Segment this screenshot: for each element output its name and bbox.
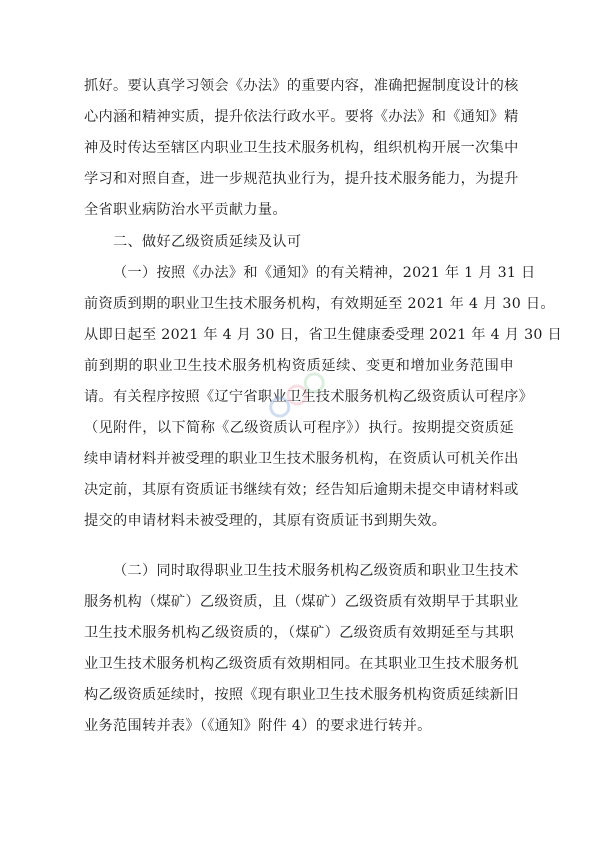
text-line: 全省职业病防治水平贡献力量。 [84, 202, 287, 218]
section-heading: 二、做好乙级资质延续及认可 [113, 234, 302, 250]
text-line: 抓好。要认真学习领会《办法》的重要内容，准确把握制度设计的核 [84, 78, 519, 94]
text-line: （见附件，以下简称《乙级资质认可程序》）执行。按期提交资质延 [84, 420, 514, 436]
text-line: 构乙级资质延续时，按照《现有职业卫生技术服务机构资质延续新旧 [84, 687, 519, 703]
text-line: 心内涵和精神实质，提升依法行政水平。要将《办法》和《通知》精 [84, 109, 519, 125]
text-line: （二）同时取得职业卫生技术服务机构乙级资质和职业卫生技术 [113, 563, 519, 579]
text-line: 业卫生技术服务机构乙级资质有效期相同。在其职业卫生技术服务机 [84, 656, 519, 672]
text-line: 决定前，其原有资质证书继续有效；经告知后逾期未提交申请材料或 [84, 482, 519, 498]
text-line: 提交的申请材料未被受理的，其原有资质证书到期失效。 [84, 513, 447, 529]
text-line: 续申请材料并被受理的职业卫生技术服务机构，在资质认可机关作出 [84, 451, 519, 467]
text-line: 前到期的职业卫生技术服务机构资质延续、变更和增加业务范围申 [84, 358, 514, 374]
text-line: 卫生技术服务机构乙级资质的，（煤矿）乙级资质有效期延至与其职 [84, 625, 514, 641]
text-line: 业务范围转并表》（《通知》附件 4）的要求进行转并。 [84, 718, 432, 734]
text-line: 请。有关程序按照《辽宁省职业卫生技术服务机构乙级资质认可程序》 [84, 389, 534, 405]
text-line: 前资质到期的职业卫生技术服务机构，有效期延至 2021 年 4 月 30 日。 [84, 296, 555, 312]
text-line: 学习和对照自查，进一步规范执业行为，提升技术服务能力，为提升 [84, 171, 519, 187]
text-line: （一）按照《办法》和《通知》的有关精神，2021 年 1 月 31 日 [113, 265, 536, 281]
text-line: 从即日起至 2021 年 4 月 30 日，省卫生健康委受理 2021 年 4 月 30 日 [84, 327, 563, 343]
text-line: 神及时传达至辖区内职业卫生技术服务机构，组织机构开展一次集中 [84, 140, 519, 156]
text-line: 服务机构（煤矿）乙级资质，且（煤矿）乙级资质有效期早于其职业 [84, 594, 519, 610]
